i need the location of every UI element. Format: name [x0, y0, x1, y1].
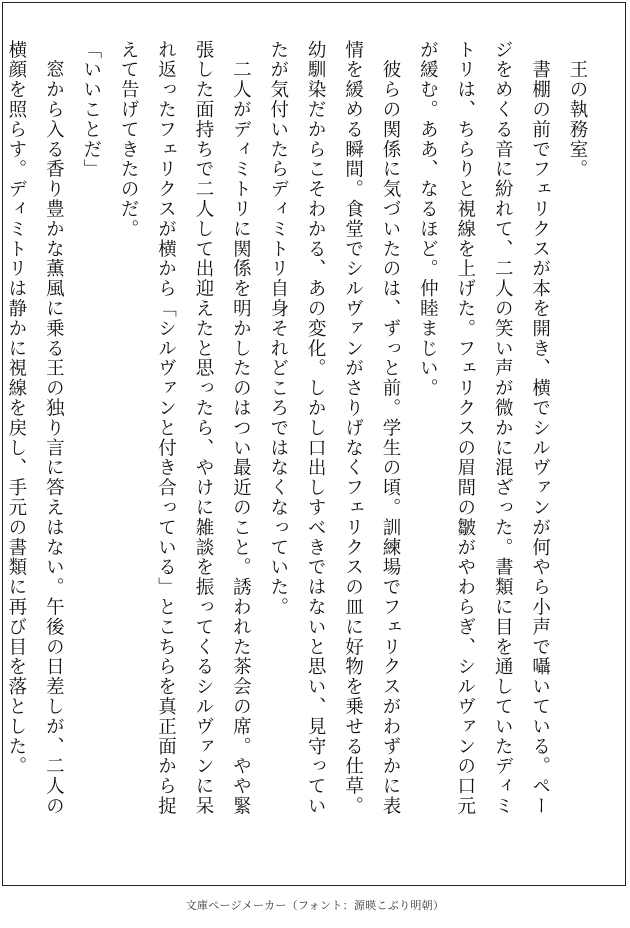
text-line-16: 横顔を照らす。ディミトリは静かに視線を戻し、手元の書類に再び目を落とした。 [5, 40, 27, 777]
text-line-12: れ返ったフェリクスが横から「シルヴァンと付き合っている」とこちらを真正面から捉 [155, 40, 177, 817]
vertical-text-body [0, 40, 596, 840]
text-line-8: 幼馴染だからこそわかる、あの変化。しかし口出しすべきではないと思い、見守ってい [305, 40, 327, 817]
text-line-10: 二人がディミトリに関係を明かしたのはつい最近のこと。誘われた茶会の席。やや緊 [230, 40, 252, 817]
text-line-6: 彼らの関係に気づいたのは、ずっと前。学生の頃。訓練場でフェリクスがわずかに表 [379, 40, 401, 817]
text-line-11: 張した面持ちで二人して出迎えたと思ったら、やけに雑談を振ってくるシルヴァンに呆 [192, 40, 214, 817]
text-line-14: 「いいことだ」 [80, 40, 102, 180]
text-line-4: トリは、ちらりと視線を上げた。フェリクスの眉間の皺がやわらぎ、シルヴァンの口元 [454, 40, 476, 817]
text-line-2: 書棚の前でフェリクスが本を開き、横でシルヴァンが何やら小声で囁いている。ペー [529, 40, 551, 817]
text-line-9: たが気付いたらディミトリ自身それどころではなくなっていた。 [267, 40, 289, 618]
text-line-5: が緩む。ああ、なるほど。仲睦まじい。 [417, 40, 439, 399]
footer-credit: 文庫ページメーカー（フォント：源暎こぶり明朝） [185, 899, 445, 912]
text-line-1: 王の執務室。 [567, 40, 588, 180]
text-line-13: えて告げてきたのだ。 [118, 40, 140, 239]
text-line-7: 情を緩める瞬間。食堂でシルヴァンがさりげなくフェリクスの皿に好物を乗せる仕草。 [342, 40, 364, 817]
text-line-15: 窓から入る香り豊かな薫風に乗る王の独り言に答えはない。午後の日差しが、二人の [43, 40, 65, 817]
text-line-3: ジをめくる音に紛れて、二人の笑い声が微かに混ざった。書類に目を通していたディミ [492, 40, 514, 817]
